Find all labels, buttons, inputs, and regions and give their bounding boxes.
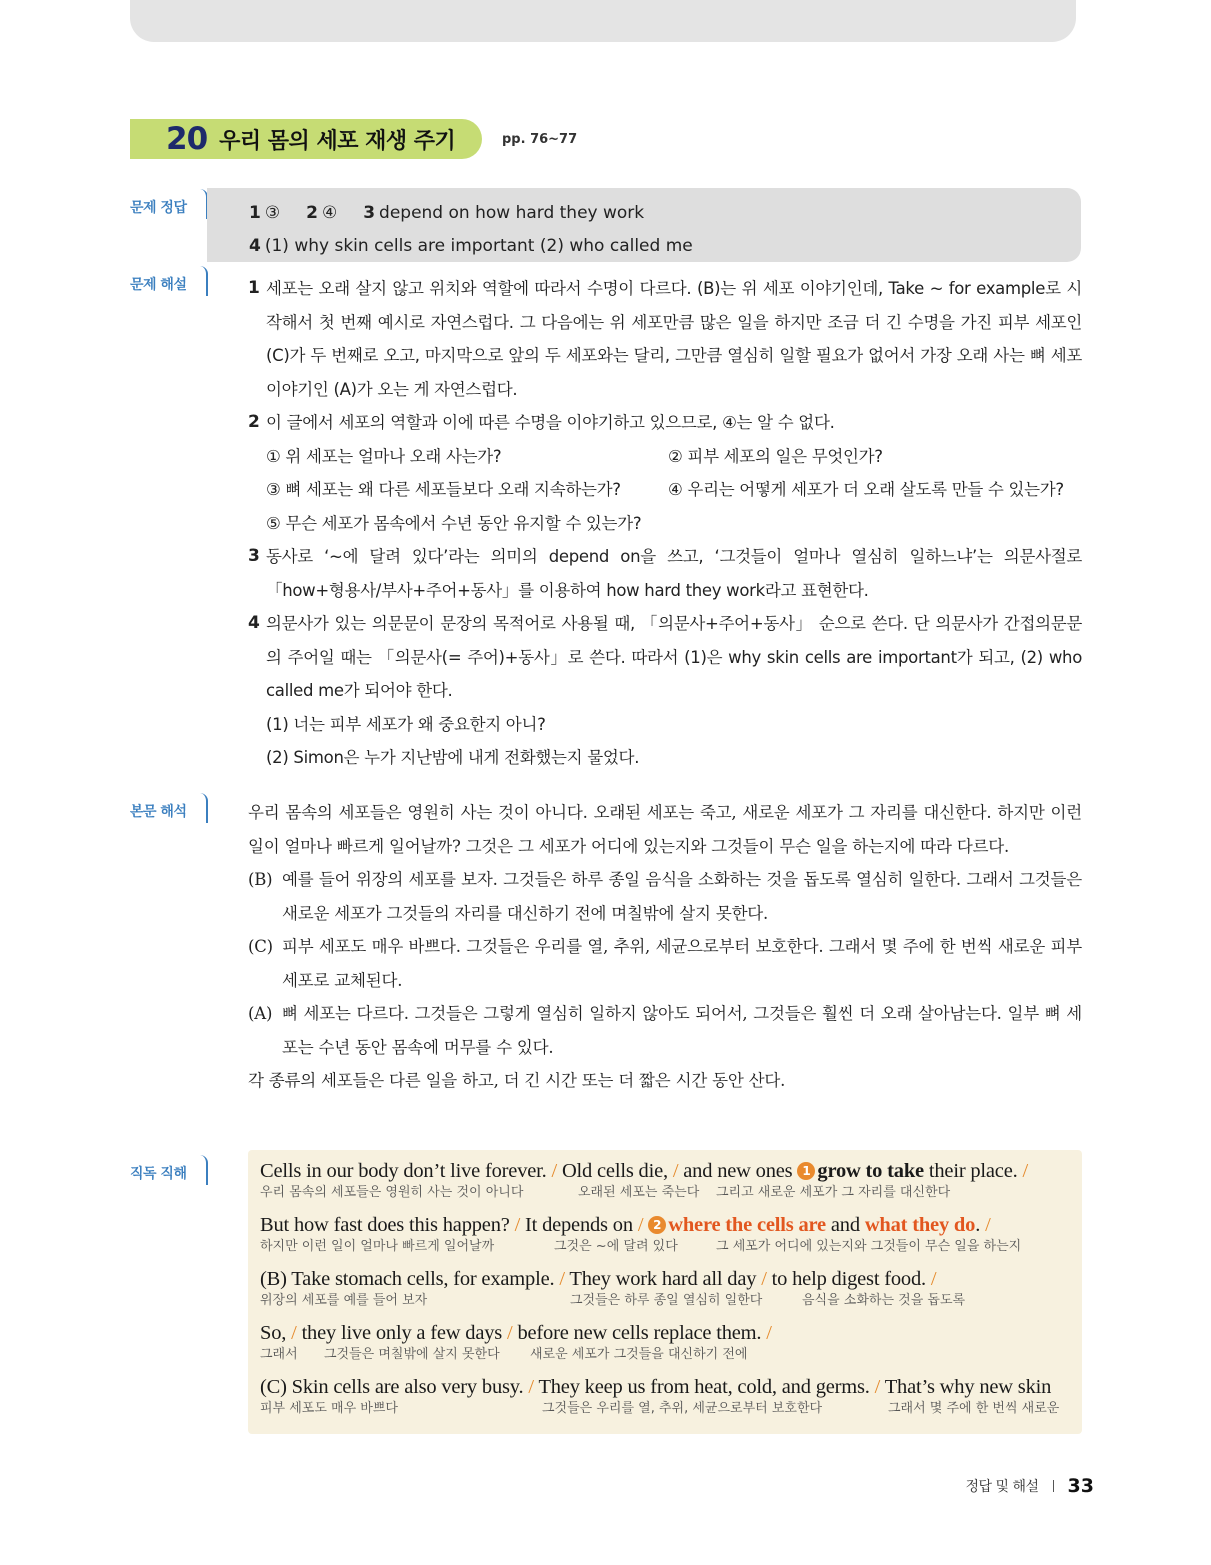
explanation-2: 2 이 글에서 세포의 역할과 이에 따른 수명을 이야기하고 있으므로, ④는 알 수 없다.: [248, 412, 835, 432]
explanation-4: 4 의문사가 있는 의문문이 문장의 목적어로 사용될 때, 「의문사+주어+동사」 순으로 쓴다. 단 의문사가 간접의문문의 주어일 때는 「의문사(= 주어)+동사」로 쓴다. 따라서 (1)은 why skin cells are important가 되고, (2) who called me가 되어야 한다.: [248, 613, 1082, 700]
footer-divider: [1053, 1480, 1054, 1492]
answer-4: (1) why skin cells are important (2) who called me: [264, 235, 693, 256]
english-line: (B) Take stomach cells, for example. / They work hard all day / to help digest food. /: [260, 1268, 937, 1290]
answer-2: 2 ④: [306, 202, 338, 223]
explanations: [248, 272, 1082, 775]
reading-line-4: [260, 1320, 1072, 1374]
option-5: ⑤ 무슨 세포가 몸속에서 수년 동안 유지할 수 있는가?: [266, 513, 642, 533]
translation-outro: 각 종류의 세포들은 다른 일을 하고, 더 긴 시간 또는 더 짧은 시간 동안 산다.: [248, 1071, 786, 1090]
unit-title-pill: [130, 119, 482, 159]
options-row-2: [248, 473, 1082, 507]
option-1: ① 위 세포는 얼마나 오래 사는가?: [266, 446, 502, 466]
explanation-1: 1 세포는 오래 살지 않고 위치와 역할에 따라서 수명이 다르다. (B)는 위 세포 이야기인데, Take ~ for example로 시작해서 첫 번째 예시로 자연스럽다. 그 다음에는 위 세포만큼 많은 일을 하지만 조금 더 긴 수명을 가진 피부 세포인 (C)가 두 번째로 오고, 마지막으로 앞의 두 세포와는 달리, 그만큼 열심히 일할 필요가 없어서 가장 오래 사는 뼈 세포 이야기인 (A)가 오는 게 자연스럽다.: [248, 278, 1082, 399]
translation-b: (B) 예를 들어 위장의 세포를 보자. 그것들은 하루 종일 음식을 소화하는 것을 돕도록 열심히 일한다. 그래서 그것들은 새로운 세포가 그것들의 자리를 대신하기 전에 며칠밖에 살지 못한다.: [248, 870, 1082, 923]
translation-intro: 우리 몸속의 세포들은 영원히 사는 것이 아니다. 오래된 세포는 죽고, 새로운 세포가 그 자리를 대신한다. 하지만 이런 일이 얼마나 빠르게 일어날까? 그것은 그 세포가 어디에 있는지와 그것들이 무슨 일을 하는지에 따라 다르다.: [248, 803, 1082, 856]
english-line: So, / they live only a few days / before new cells replace them. /: [260, 1322, 772, 1344]
answer-line-2: 4 (1) why skin cells are important (2) who called me: [249, 235, 693, 256]
page-footer: [966, 1475, 1094, 1497]
options-row-3: [248, 507, 1082, 541]
unit-title: 우리 몸의 세포 재생 주기: [219, 128, 456, 154]
translation: [248, 796, 1082, 1098]
reading-line-1: [260, 1158, 1072, 1212]
tag-direct: 직독 직해: [130, 1155, 208, 1185]
point-1-icon: 1: [797, 1162, 815, 1180]
point-2-icon: 2: [648, 1216, 666, 1234]
sub-example-2: (2) Simon은 누가 지난밤에 내게 전화했는지 물었다.: [266, 748, 640, 767]
english-line: But how fast does this happen? / It depends on / 2 where the cells are and what they do. /: [260, 1214, 991, 1236]
sub-example-1: (1) 너는 피부 세포가 왜 중요한지 아니?: [266, 714, 546, 734]
footer-label: 정답 및 해설: [965, 1479, 1039, 1495]
answer-1: 1 ③: [249, 202, 281, 223]
tag-answers: 문제 정답: [130, 189, 208, 219]
answer-line-1: [249, 196, 1081, 229]
explanation-3: 3 동사로 ‘~에 달려 있다’라는 의미의 depend on을 쓰고, ‘그것들이 얼마나 열심히 일하느냐’는 의문사절로 「how+형용사/부사+주어+동사」를 이용하여 how hard they work라고 표현한다.: [248, 546, 1082, 600]
english-line: Cells in our body don’t live forever. / Old cells die, / and new ones 1 grow to take their place. /: [260, 1160, 1028, 1182]
korean-line: 그래서 그것들은 며칠밖에 살지 못한다 새로운 세포가 그것들을 대신하기 전에: [260, 1347, 748, 1362]
korean-line: 하지만 이런 일이 얼마나 빠르게 일어날까 그것은 ~에 달려 있다 그 세포가 어디에 있는지와 그것들이 무슨 일을 하는지: [260, 1239, 1022, 1254]
korean-line: 피부 세포도 매우 바쁘다 그것들은 우리를 열, 추위, 세균으로부터 보호한다 그래서 몇 주에 한 번씩 새로운: [260, 1401, 1060, 1416]
answer-box: [207, 188, 1081, 262]
page-number: 33: [1067, 1475, 1094, 1497]
option-2: ② 피부 세포의 일은 무엇인가?: [668, 446, 883, 466]
korean-line: 우리 몸속의 세포들은 영원히 사는 것이 아니다 오래된 세포는 죽는다 그리고 새로운 세포가 그 자리를 대신한다: [260, 1185, 951, 1200]
tag-explanations: 문제 해설: [130, 266, 208, 296]
english-line: (C) Skin cells are also very busy. / They keep us from heat, cold, and germs. / That’s why new skin: [260, 1376, 1052, 1398]
reading-line-5: [260, 1374, 1072, 1428]
translation-a: (A) 뼈 세포는 다르다. 그것들은 그렇게 열심히 일하지 않아도 되어서, 그것들은 훨씬 더 오래 살아남는다. 일부 뼈 세포는 수년 동안 몸속에 머무를 수 있다.: [248, 1004, 1082, 1057]
option-3: ③ 뼈 세포는 왜 다른 세포들보다 오래 지속하는가?: [266, 480, 621, 499]
korean-line: 위장의 세포를 예를 들어 보자 그것들은 하루 종일 열심히 일한다 음식을 소화하는 것을 돕도록: [260, 1293, 966, 1308]
top-decor-bar: [130, 0, 1076, 42]
tag-translation: 본문 해석: [130, 793, 208, 823]
unit-header: [130, 119, 577, 159]
reading-line-2: [260, 1212, 1072, 1266]
reading-line-3: [260, 1266, 1072, 1320]
direct-reading-box: [248, 1150, 1082, 1434]
translation-c: (C) 피부 세포도 매우 바쁘다. 그것들은 우리를 열, 추위, 세균으로부터 보호한다. 그래서 몇 주에 한 번씩 새로운 피부 세포로 교체된다.: [248, 937, 1082, 990]
answer-3: 3 depend on how hard they work: [363, 202, 645, 223]
unit-pages: pp. 76~77: [502, 131, 578, 147]
unit-number: 20: [166, 121, 208, 157]
options-row-1: [248, 440, 1082, 474]
option-4: ④ 우리는 어떻게 세포가 더 오래 살도록 만들 수 있는가?: [668, 480, 1064, 499]
